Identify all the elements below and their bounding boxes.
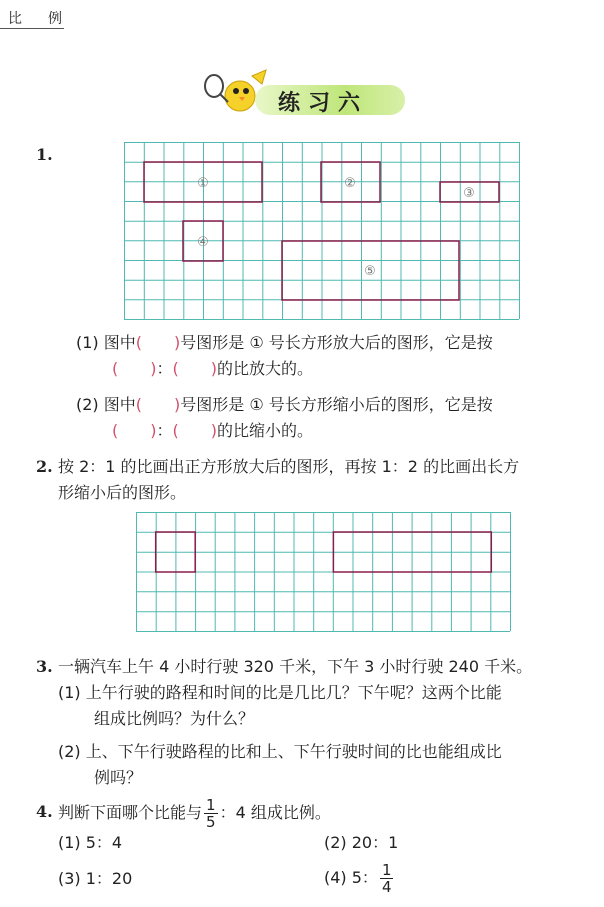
- answer-blank[interactable]: ( ): [135, 333, 181, 352]
- option-2[interactable]: (2) 20：1: [324, 833, 399, 852]
- label-2: ②: [344, 176, 356, 191]
- fraction-numerator: 1: [381, 861, 392, 879]
- fraction-one-fifth: [204, 797, 218, 830]
- label-1: ①: [197, 176, 209, 191]
- option-4[interactable]: [324, 858, 395, 898]
- question-4-number: 4.: [36, 802, 53, 821]
- q1-part1-line2: [112, 356, 313, 382]
- answer-blank[interactable]: ( ): [172, 359, 218, 378]
- ratio-colon: ：: [156, 359, 173, 378]
- option-4-text: (4) 5：: [324, 868, 378, 887]
- q3-part1-line1: (1) 上午行驶的路程和时间的比是几比几？下午呢？这两个比能: [58, 683, 502, 702]
- answer-blank[interactable]: ( ): [112, 359, 157, 378]
- question-3-number: 3.: [36, 657, 53, 676]
- q2-line2: 形缩小后的图形。: [58, 483, 187, 502]
- label-4: ④: [197, 235, 209, 250]
- option-3[interactable]: (3) 1：20: [58, 869, 133, 888]
- q2-line1: 按 2：1 的比画出正方形放大后的图形，再按 1：2 的比画出长方: [58, 457, 520, 476]
- q1-part2-text-b: 号图形是 ① 号长方形缩小后的图形，它是按: [180, 395, 493, 414]
- q3-part2-line2: 例吗？: [94, 768, 143, 787]
- q1-part1-text-a: (1) 图中: [76, 333, 136, 352]
- q1-grid-figure: [124, 142, 520, 320]
- fraction-denominator: 5: [206, 813, 216, 831]
- q4-prompt: [58, 793, 331, 833]
- header-rule: [0, 28, 64, 29]
- fraction-numerator: 1: [206, 796, 216, 814]
- option-1[interactable]: (1) 5：4: [58, 833, 123, 852]
- q3-part1-line2: 组成比例吗？为什么？: [94, 709, 255, 728]
- page-title: 练习六: [278, 91, 369, 116]
- q1-part1-line1: [76, 330, 493, 356]
- q4-prefix: 判断下面哪个比能与: [58, 803, 203, 822]
- fraction-denominator: 4: [381, 878, 392, 896]
- q1-part2-line2: [112, 418, 313, 444]
- q2-grid-figure[interactable]: [136, 512, 511, 632]
- answer-blank[interactable]: ( ): [135, 395, 181, 414]
- q3-part2-line1: (2) 上、下午行驶路程的比和上、下午行驶时间的比也能组成比: [58, 742, 502, 761]
- q1-part2-line1: [76, 392, 493, 418]
- section-header: 比 例: [8, 11, 68, 27]
- q4-suffix: ：4 组成比例。: [219, 803, 331, 822]
- q3-intro: 一辆汽车上午 4 小时行驶 320 千米，下午 3 小时行驶 240 千米。: [58, 657, 533, 676]
- label-3: ③: [463, 186, 475, 201]
- q1-part1-text-b: 号图形是 ① 号长方形放大后的图形，它是按: [180, 333, 493, 352]
- q1-part2-text-a: (2) 图中: [76, 395, 136, 414]
- question-1-number: 1.: [36, 145, 53, 164]
- ratio-colon: ：: [156, 421, 173, 440]
- fraction-one-quarter: [380, 862, 394, 895]
- answer-blank[interactable]: ( ): [172, 421, 218, 440]
- label-5: ⑤: [364, 264, 376, 279]
- q1-part1-text-c: 的比放大的。: [217, 359, 314, 378]
- question-2-number: 2.: [36, 457, 53, 476]
- q1-part2-text-c: 的比缩小的。: [217, 421, 314, 440]
- answer-blank[interactable]: ( ): [112, 421, 157, 440]
